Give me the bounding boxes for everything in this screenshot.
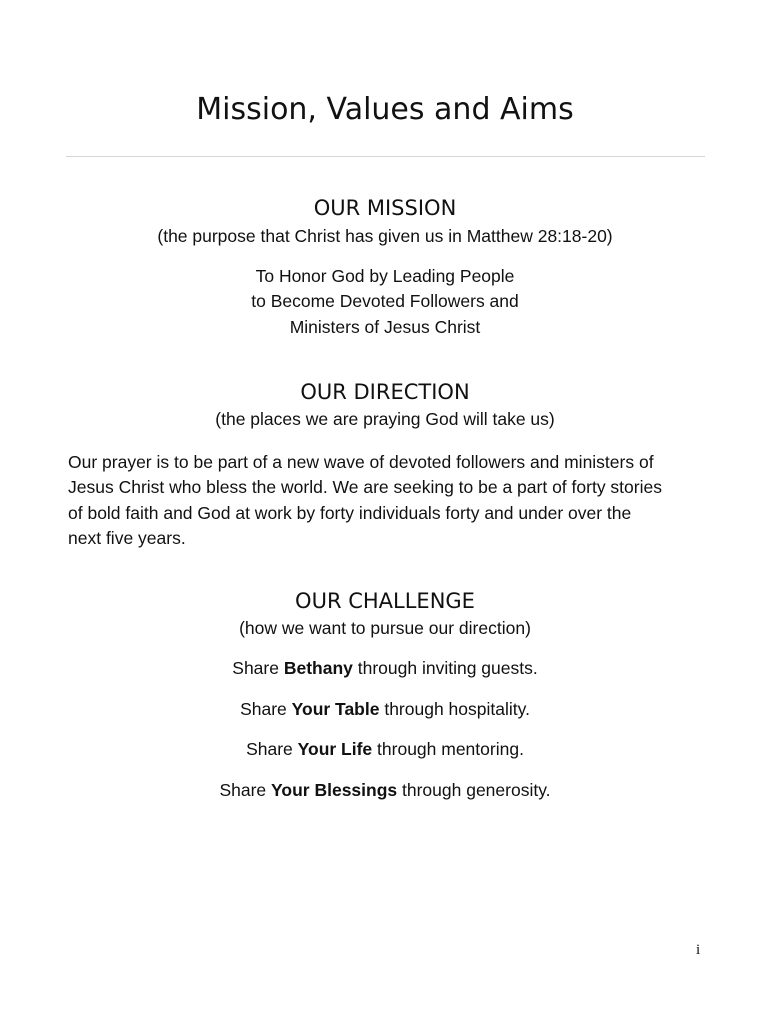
challenge-heading: OUR CHALLENGE (295, 589, 475, 613)
challenge-item-bold: Your Blessings (271, 780, 398, 800)
mission-line-1: To Honor God by Leading People (255, 266, 515, 286)
direction-paragraph-line: Our prayer is to be part of a new wave of devoted followers and ministers of (68, 452, 654, 472)
challenge-item-bethany (0, 658, 770, 679)
challenge-item-suffix: through mentoring. (372, 739, 524, 759)
direction-paragraph (68, 450, 708, 551)
page-number: i (696, 942, 701, 958)
direction-paragraph-line: Jesus Christ who bless the world. We are seeking to be a part of forty stories (68, 477, 662, 498)
mission-line-3: Ministers of Jesus Christ (289, 317, 481, 337)
challenge-item-bold: Your Life (297, 739, 373, 759)
challenge-item-prefix: Share (246, 739, 298, 759)
direction-heading: OUR DIRECTION (300, 380, 470, 404)
direction-paragraph-line: next five years. (68, 527, 186, 548)
challenge-item-life (0, 739, 770, 760)
challenge-item-prefix: Share (240, 699, 292, 719)
title-divider (66, 156, 705, 157)
mission-subtitle: (the purpose that Christ has given us in Matthew 28:18-20) (157, 226, 613, 246)
mission-line-2: to Become Devoted Followers and (251, 291, 519, 311)
challenge-item-table (0, 699, 770, 720)
direction-paragraph-line: of bold faith and God at work by forty individuals forty and under over the (68, 502, 632, 523)
challenge-item-bold: Your Table (291, 699, 380, 719)
direction-subtitle: (the places we are praying God will take us) (215, 409, 555, 429)
challenge-item-prefix: Share (232, 658, 284, 678)
challenge-item-suffix: through inviting guests. (352, 658, 538, 678)
mission-heading: OUR MISSION (313, 196, 457, 220)
challenge-item-blessings (0, 780, 770, 801)
challenge-item-suffix: through generosity. (397, 780, 551, 800)
challenge-subtitle: (how we want to pursue our direction) (239, 618, 531, 638)
challenge-item-suffix: through hospitality. (379, 699, 530, 719)
challenge-item-bold: Bethany (283, 658, 353, 678)
page-title: Mission, Values and Aims (196, 92, 574, 127)
challenge-item-prefix: Share (219, 780, 272, 800)
